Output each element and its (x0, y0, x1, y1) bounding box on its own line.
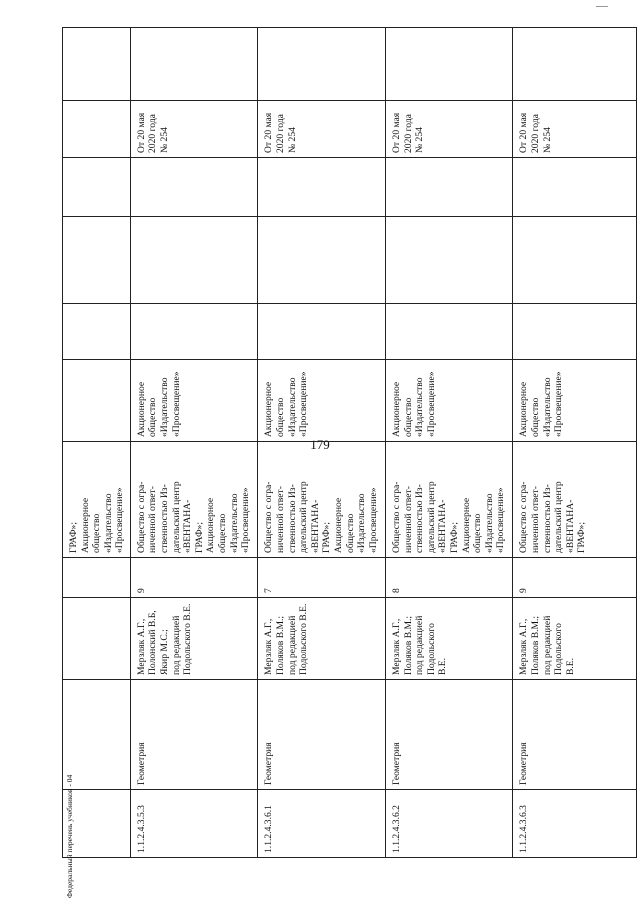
rights-holder-cell (258, 360, 386, 442)
table-row (130, 28, 258, 858)
rights-holder-cell-line: Акционерное (263, 381, 275, 437)
table-body (63, 28, 637, 858)
order-cell (385, 101, 513, 158)
authors-cell-line: Подольского (553, 623, 565, 675)
order-cell (258, 101, 386, 158)
rights-holder-cell-line: «Просвещение» (298, 371, 310, 437)
empty-cell (385, 304, 513, 360)
publisher-cell-line: дательский центр (170, 481, 182, 553)
empty-cell (385, 28, 513, 101)
authors-cell-line: под редакцией (170, 615, 182, 675)
margin-mark (596, 6, 608, 7)
order-cell-line: 2020 года (402, 114, 414, 153)
order-cell-line: № 254 (159, 127, 171, 153)
authors-cell-line: под редакцией (541, 615, 553, 675)
authors-cell-line: Подольского (425, 623, 437, 675)
authors-cell-line: под редакцией (414, 615, 426, 675)
publisher-cell-line: Акционерное (205, 497, 217, 553)
rights-holder-cell-line: Акционерное (518, 381, 530, 437)
publisher-cell-line: «Издательство (228, 493, 240, 553)
rights-holder-cell-line: «Издательство (541, 377, 553, 437)
publisher-cell-line: ниченной ответ- (147, 486, 159, 553)
authors-cell-line: Подольского В.Е. (298, 603, 310, 675)
publisher-cell-line: ГРАФ»; (448, 521, 460, 553)
order-cell-line: 2020 года (275, 114, 286, 153)
empty-cell (130, 217, 258, 304)
publisher-continuation-line: «Издательство (102, 493, 114, 553)
number-cell: 1.1.2.4.3.6.1 (258, 790, 386, 858)
grade-cell: 9 (130, 558, 258, 598)
publisher-cell-line: Акционерное (332, 497, 344, 553)
publisher-cell-line: дательский центр (425, 481, 437, 553)
publisher-continuation-line: общество (91, 513, 103, 553)
page-number: 179 (310, 437, 330, 452)
publisher-cell-line: ственностью Из- (159, 484, 171, 553)
authors-cell (385, 598, 513, 680)
authors-cell-line: Поляков В.М.; (530, 615, 542, 675)
authors-cell-line: Полонский В.Б, (147, 610, 159, 675)
empty-cell (130, 304, 258, 360)
order-cell-line: 2020 года (530, 114, 542, 153)
publisher-cell-line: ниченной ответ- (275, 486, 286, 553)
rights-holder-cell-line: «Издательство (414, 377, 426, 437)
publisher-cell-line: Общество с огра- (518, 481, 530, 553)
authors-cell-line: Якир М.С.; (159, 629, 171, 675)
order-cell-line: № 254 (414, 127, 426, 153)
authors-cell (130, 598, 258, 680)
footer-note: Федеральный перечень учебников - 04 (65, 774, 74, 898)
rights-holder-cell-line: «Издательство (159, 377, 171, 437)
authors-cell-line: Мерзляк А.Г., (135, 618, 147, 675)
grade-cell: 7 (258, 558, 386, 598)
publisher-cell-line: Общество с огра- (263, 481, 275, 553)
publisher-cell-line: ственностью Из- (414, 484, 426, 553)
empty-cell (258, 304, 386, 360)
order-cell-line: От 20 мая (263, 112, 275, 153)
empty-cell (513, 304, 637, 360)
publisher-cell-line: ственностью Из- (541, 484, 553, 553)
rights-holder-cell-line: «Просвещение» (170, 371, 182, 437)
number-cell: 1.1.2.4.3.6.2 (385, 790, 513, 858)
order-cell (130, 101, 258, 158)
order-cell (513, 101, 637, 158)
empty-cell (385, 158, 513, 217)
subject-cell: Геометрия (513, 680, 637, 790)
publisher-cell-line: «Просвещение» (367, 487, 379, 553)
rights-holder-cell (385, 360, 513, 442)
publisher-cell-line: дательский центр (298, 481, 310, 553)
publisher-continuation-line: «Просвещение» (114, 487, 126, 553)
order-cell-line: № 254 (541, 127, 553, 153)
publisher-cell-line: общество (344, 513, 356, 553)
empty-cell (130, 158, 258, 217)
authors-cell (258, 598, 386, 680)
rights-holder-cell-line: Акционерное (390, 381, 402, 437)
publisher-cell-line: Общество с огра- (135, 481, 147, 553)
rights-holder-cell-line: общество (147, 397, 159, 437)
publisher-cell-line: ГРАФ»; (193, 521, 205, 553)
rotated-table-stage (62, 28, 637, 898)
order-cell-line: От 20 мая (390, 112, 402, 153)
grade-cell: 8 (385, 558, 513, 598)
publisher-cell-line: ниченной ответ- (530, 486, 542, 553)
publisher-cell-line: «ВЕНТАНА- (437, 499, 449, 553)
publisher-cell-line: общество (472, 513, 484, 553)
rights-holder-cell-line: «Просвещение» (425, 371, 437, 437)
empty-cell (258, 158, 386, 217)
publisher-cell-line: «ВЕНТАНА- (309, 499, 321, 553)
authors-cell (513, 598, 637, 680)
rights-holder-cell-line: общество (402, 397, 414, 437)
publisher-cell-line: «ВЕНТАНА- (182, 499, 194, 553)
authors-cell-line: В.Е. (564, 657, 576, 675)
subject-cell: Геометрия (258, 680, 386, 790)
publisher-cell (513, 442, 637, 558)
publisher-cell-line: ственностью Из- (286, 484, 298, 553)
authors-cell-line: Мерзляк А.Г., (390, 618, 402, 675)
publisher-continuation-line: ГРАФ»; (68, 521, 79, 553)
table-row (258, 28, 386, 858)
rights-holder-cell-line: «Издательство (286, 377, 298, 437)
publisher-cell-line: «Издательство (483, 493, 495, 553)
empty-cell (513, 158, 637, 217)
empty-cell (513, 217, 637, 304)
publisher-cell-line: «Просвещение» (495, 487, 507, 553)
publisher-cell-line: дательский центр (553, 481, 565, 553)
publisher-cell-line: ГРАФ»; (576, 521, 588, 553)
rights-holder-cell-line: Акционерное (135, 381, 147, 437)
empty-cell (385, 217, 513, 304)
rights-holder-cell (513, 360, 637, 442)
order-cell-line: От 20 мая (518, 112, 530, 153)
publisher-cell-line: ниченной ответ- (402, 486, 414, 553)
publisher-cell-line: Акционерное (460, 497, 472, 553)
rights-holder-cell-line: общество (275, 397, 286, 437)
publisher-continuation-line: Акционерное (79, 497, 91, 553)
publisher-cell-line: Общество с огра- (390, 481, 402, 553)
rights-holder-cell-line: общество (530, 397, 542, 437)
publisher-cell-line: «ВЕНТАНА- (564, 499, 576, 553)
authors-cell-line: под редакцией (286, 615, 298, 675)
textbook-table (62, 27, 637, 858)
rights-holder-cell (130, 360, 258, 442)
authors-cell-line: В.Е. (437, 657, 449, 675)
authors-cell-line: Поляков В.М.; (402, 615, 414, 675)
subject-cell: Геометрия (130, 680, 258, 790)
authors-cell-line: Подольского В.Е. (182, 603, 194, 675)
grade-cell: 9 (513, 558, 637, 598)
empty-cell (258, 28, 386, 101)
table-row (513, 28, 637, 858)
publisher-cell-line: ГРАФ»; (321, 521, 333, 553)
subject-cell: Геометрия (385, 680, 513, 790)
publisher-cell-line: «Просвещение» (240, 487, 252, 553)
order-cell-line: № 254 (286, 127, 298, 153)
publisher-cell (130, 442, 258, 558)
empty-cell (513, 28, 637, 101)
number-cell: 1.1.2.4.3.6.3 (513, 790, 637, 858)
authors-cell-line: Мерзляк А.Г., (263, 618, 275, 675)
publisher-cell (385, 442, 513, 558)
publisher-cell-line: «Издательство (356, 493, 368, 553)
authors-cell-line: Поляков В.М.; (275, 615, 286, 675)
empty-cell (130, 28, 258, 101)
table-row (385, 28, 513, 858)
number-cell: 1.1.2.4.3.5.3 (130, 790, 258, 858)
order-cell-line: 2020 года (147, 114, 159, 153)
publisher-cell (258, 442, 386, 558)
publisher-cell-line: общество (217, 513, 229, 553)
authors-cell-line: Мерзляк А.Г., (518, 618, 530, 675)
order-cell-line: От 20 мая (135, 112, 147, 153)
rights-holder-cell-line: «Просвещение» (553, 371, 565, 437)
empty-cell (258, 217, 386, 304)
